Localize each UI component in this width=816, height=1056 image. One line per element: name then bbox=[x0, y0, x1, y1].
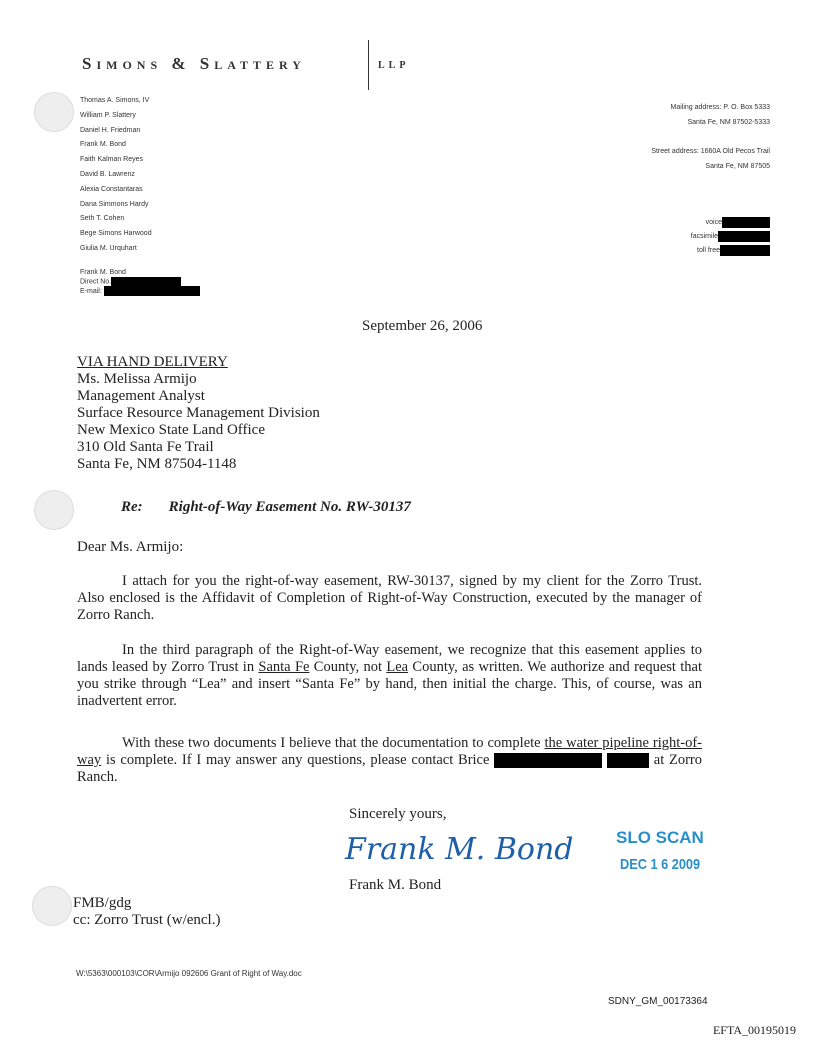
signer-name: Frank M. Bond bbox=[349, 877, 442, 893]
paragraph-1: I attach for you the right-of-way easement, RW-30137, signed by my client for the Zorro Trust. Also enclosed is the Affidavit of Completion of Right-of-Way Construction, executed by the manager of Zorro Ranch. bbox=[77, 573, 702, 623]
partner: Dana Simmons Hardy bbox=[80, 200, 149, 208]
street-address bbox=[651, 144, 770, 174]
scan-stamp-date: DEC 1 6 2009 bbox=[620, 856, 701, 873]
address-line: New Mexico State Land Office bbox=[77, 422, 265, 438]
contact-name: Frank M. Bond bbox=[80, 269, 126, 276]
text: Lea bbox=[386, 659, 409, 675]
redaction bbox=[607, 753, 649, 768]
direct-label: Direct No. bbox=[80, 278, 112, 286]
street-line: Santa Fe, NM 87505 bbox=[705, 163, 770, 170]
file-path: W:\5363\000103\COR\Armijo 092606 Grant of Right of Way.doc bbox=[76, 969, 302, 978]
voice-label: voice bbox=[705, 219, 722, 226]
efta-number: EFTA_00195019 bbox=[712, 1023, 796, 1037]
divider bbox=[368, 40, 369, 90]
re-label: Re: bbox=[121, 499, 143, 515]
partner: William P. Slattery bbox=[80, 111, 136, 119]
text: Santa Fe bbox=[258, 659, 310, 675]
tollfree-label: toll free bbox=[697, 247, 720, 254]
paragraph-2 bbox=[77, 642, 702, 710]
re-text: Right-of-Way Easement No. RW-30137 bbox=[168, 499, 411, 515]
firm-name: Simons & Slattery bbox=[82, 54, 306, 73]
address-line: Surface Resource Management Division bbox=[77, 405, 320, 421]
email-label: E-mail: bbox=[80, 288, 102, 296]
punch-hole bbox=[32, 886, 72, 926]
text: In the third paragraph of the Right-of-Way easement, we recognize that this easement applies to lands leased by Zorro Trust in bbox=[77, 642, 702, 675]
partner-list bbox=[80, 97, 152, 260]
partner: David B. Lawrenz bbox=[80, 170, 135, 178]
scan-stamp-title: SLO SCAN bbox=[616, 828, 704, 847]
text: at Zorro Ranch. bbox=[77, 752, 703, 785]
partner: Faith Kalman Reyes bbox=[80, 156, 144, 164]
letter-date: September 26, 2006 bbox=[362, 318, 483, 334]
text: With these two documents I believe that the documentation to complete bbox=[122, 735, 545, 751]
punch-hole bbox=[34, 490, 74, 530]
address-line: 310 Old Santa Fe Trail bbox=[77, 439, 214, 455]
address-line: Ms. Melissa Armijo bbox=[77, 371, 197, 387]
paragraph-3 bbox=[77, 735, 702, 786]
street-line: Street address: 1660A Old Pecos Trail bbox=[651, 148, 770, 155]
redaction bbox=[111, 277, 181, 286]
signature: Frank M. Bond bbox=[345, 832, 574, 867]
mailing-line: Santa Fe, NM 87502-5333 bbox=[687, 119, 770, 126]
partner: Daniel H. Friedman bbox=[80, 126, 141, 134]
initials: FMB/gdg bbox=[73, 895, 132, 911]
partner: Thomas A. Simons, IV bbox=[80, 97, 150, 104]
redaction bbox=[494, 753, 602, 768]
bates-number: SDNY_GM_00173364 bbox=[608, 996, 708, 1007]
partner: Alexia Constantaras bbox=[80, 185, 143, 193]
text: County, not bbox=[309, 659, 387, 675]
text: is complete. If I may answer any questions, please contact Brice bbox=[101, 752, 495, 768]
partner: Frank M. Bond bbox=[80, 141, 126, 149]
mailing-line: Mailing address: P. O. Box 5333 bbox=[670, 104, 770, 111]
address-line: Management Analyst bbox=[77, 388, 205, 404]
delivery-method: VIA HAND DELIVERY bbox=[77, 354, 228, 370]
partner: Seth T. Cohen bbox=[80, 215, 125, 223]
text: County, as written. We authorize and request that you strike through “Lea” and insert “Santa Fe” by hand, then initial the charge. This, of course, was an inadvertent error. bbox=[77, 659, 703, 709]
cc-line: cc: Zorro Trust (w/encl.) bbox=[73, 912, 221, 928]
redaction bbox=[718, 231, 770, 242]
address-block bbox=[77, 354, 320, 473]
punch-hole bbox=[34, 92, 74, 132]
redaction bbox=[720, 245, 770, 256]
firm-llp: LLP bbox=[378, 60, 410, 71]
mailing-address bbox=[671, 100, 770, 130]
address-line: Santa Fe, NM 87504-1148 bbox=[77, 456, 237, 472]
salutation: Dear Ms. Armijo: bbox=[77, 539, 184, 555]
partner: Giulia M. Urquhart bbox=[80, 244, 137, 252]
redaction bbox=[104, 286, 200, 296]
closing: Sincerely yours, bbox=[349, 806, 447, 822]
text: the water pipeline right-of-way bbox=[77, 735, 702, 768]
redaction bbox=[722, 217, 770, 228]
partner: Bege Simons Harwood bbox=[80, 230, 152, 238]
phone-block bbox=[691, 216, 770, 258]
fax-label: facsimile bbox=[690, 233, 718, 240]
subject-line bbox=[121, 499, 411, 516]
contact-block bbox=[80, 269, 200, 296]
